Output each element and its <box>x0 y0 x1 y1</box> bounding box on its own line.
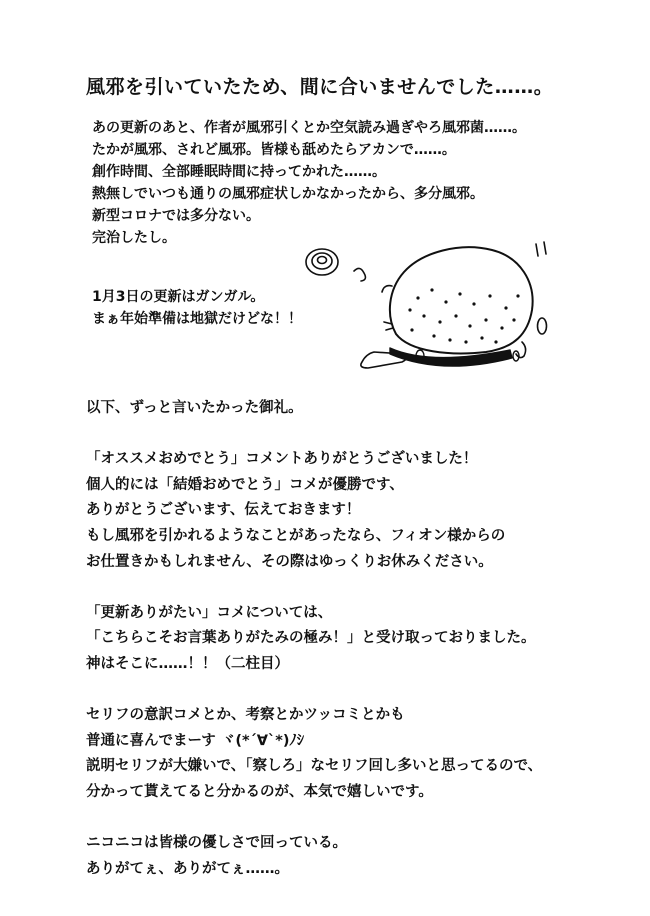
text-line: 「更新ありがたい」コメについては、 <box>86 604 333 621</box>
text-line: もし風邪を引かれるようなことがあったなら、フィオン様からの <box>86 527 506 544</box>
text-line: 1月3日の更新はガンガル。 <box>92 289 265 305</box>
text-line: たかが風邪、されど風邪。皆様も舐めたらアカンで……。 <box>92 142 456 158</box>
text-line: 創作時間、全部睡眠時間に持ってかれた……。 <box>92 164 386 180</box>
text-line: 個人的には「結婚おめでとう」コメが優勝です、 <box>86 476 404 493</box>
dizzy-swirl-icon <box>306 249 338 275</box>
text-line: 分かって貰えてると分かるのが、本気で嬉しいです。 <box>86 783 433 800</box>
text-line: 新型コロナでは多分ない。 <box>92 208 260 224</box>
text-line: 説明セリフが大嫌いで、「察しろ」なセリフ回し多いと思ってるので、 <box>86 758 543 775</box>
text-line: 「こちらこそお言葉ありがたみの極み！」と受け取っておりました。 <box>86 630 536 647</box>
update-notes <box>92 286 302 330</box>
page-title: 風邪を引いていたため、間に合いませんでした……。 <box>86 76 554 98</box>
text-line: ニコニコは皆様の優しさで回っている。 <box>86 835 347 852</box>
text-line: 熱無しでいつも通りの風邪症状しかなかったから、多分風邪。 <box>92 186 484 202</box>
blank-line <box>86 678 542 704</box>
text-line: まぁ年始準備は地獄だけどな！！ <box>92 311 302 327</box>
blank-line <box>86 422 542 448</box>
blank-line <box>86 575 542 601</box>
blank-line <box>86 806 542 832</box>
text-line: お仕置きかもしれません、その際はゆっくりお休みください。 <box>86 553 493 570</box>
text-line: 「オススメおめでとう」コメントありがとうございました！ <box>86 451 478 468</box>
thanks-message <box>86 396 542 882</box>
text-line: 神はそこに……！！（二柱目） <box>86 655 289 672</box>
text-line: ありがとうございます、伝えておきます！ <box>86 502 361 519</box>
text-line: ありがてぇ、ありがてぇ……。 <box>86 860 289 877</box>
text-line: あの更新のあと、作者が風邪引くとか空気読み過ぎやろ風邪菌……。 <box>92 120 526 136</box>
text-line: 完治したし。 <box>92 230 176 246</box>
text-line: セリフの意訳コメとか、考察とかツッコミとかも <box>86 707 405 724</box>
text-line: 以下、ずっと言いたかった御礼。 <box>86 400 303 416</box>
text-line: 普通に喜んでまーす ヾ(*´∀`*)ﾉｼ <box>86 732 304 749</box>
sick-blob-character-icon <box>300 230 560 380</box>
